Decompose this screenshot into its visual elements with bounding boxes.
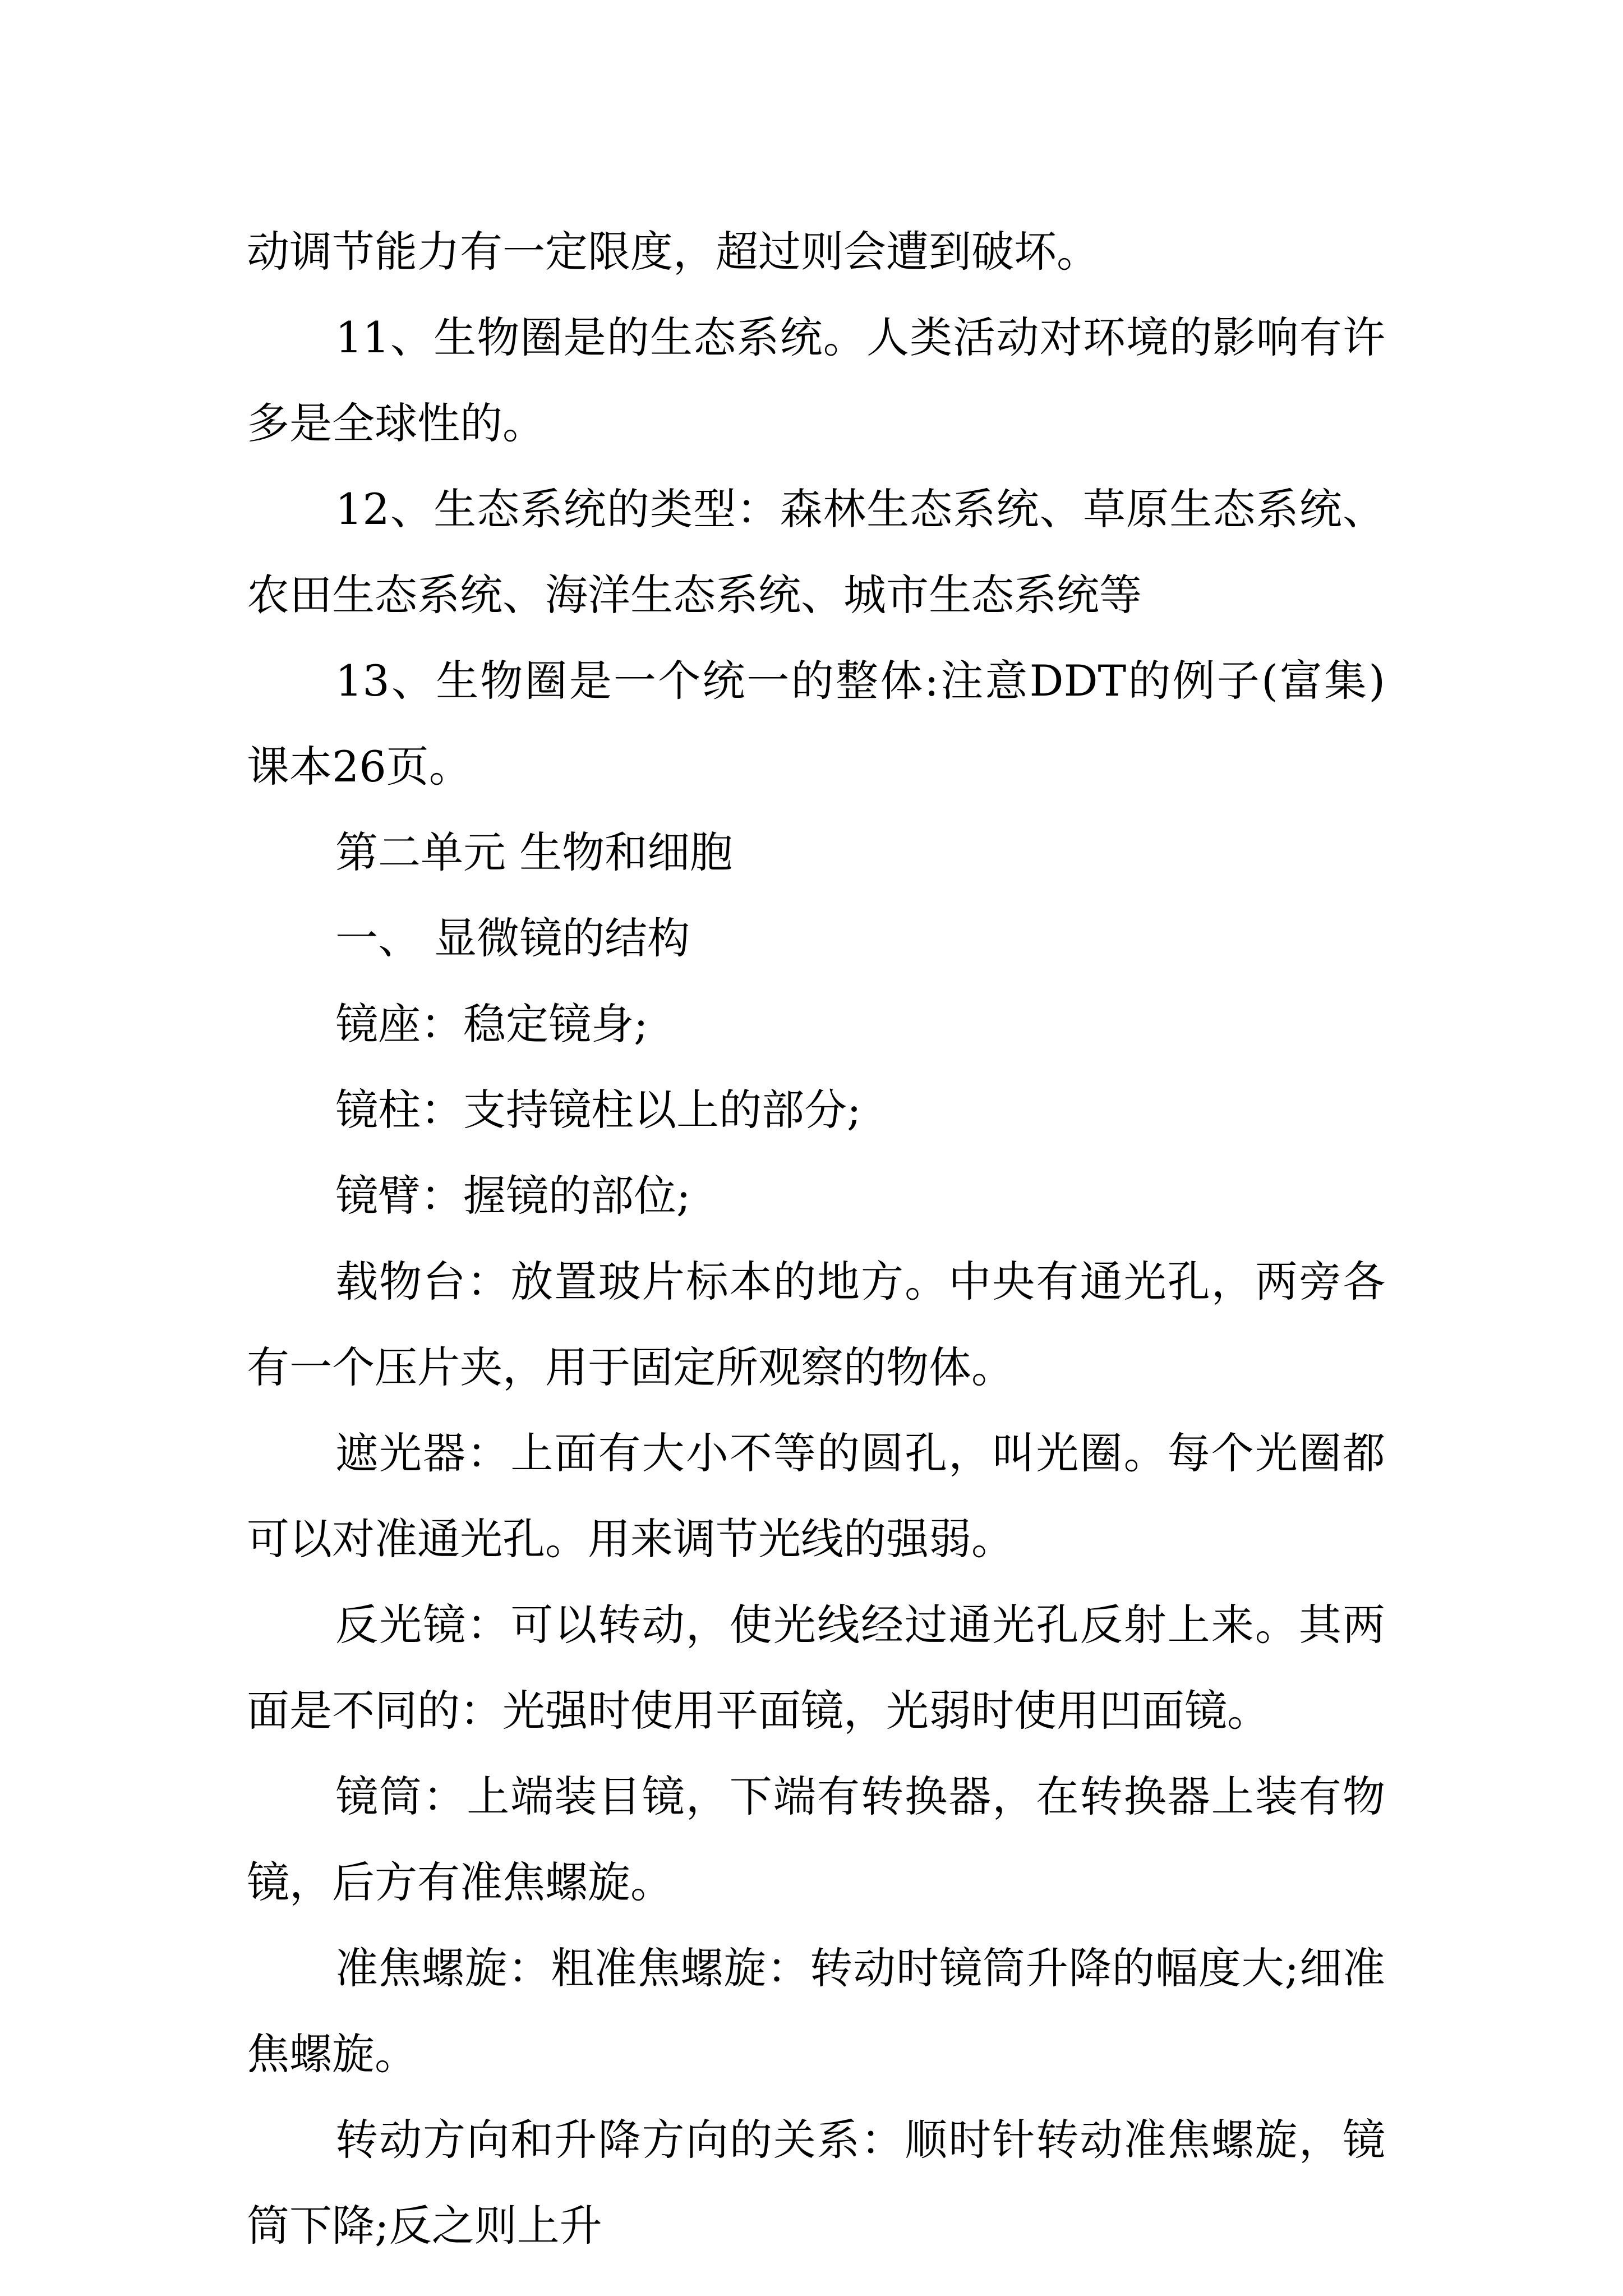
unit-heading: 第二单元 生物和细胞 xyxy=(335,827,733,877)
paragraph-item-13: 13、生物圈是一个统一的整体:注意DDT的例子(富集)课本26页。 xyxy=(247,656,1385,792)
paragraph-item-12: 12、生态系统的类型：森林生态系统、草原生态系统、农田生态系统、海洋生态系统、城市生态系统等 xyxy=(247,484,1385,620)
paragraph-base: 镜座：稳定镜身; xyxy=(335,999,648,1049)
section-heading: 一、 显微镜的结构 xyxy=(335,913,690,963)
paragraph-continuation: 动调节能力有一定限度，超过则会遭到破坏。 xyxy=(247,227,1099,277)
paragraph-focus-knob: 准焦螺旋：粗准焦螺旋：转动时镜筒升降的幅度大;细准焦螺旋。 xyxy=(247,1943,1385,2079)
paragraph-stage: 载物台：放置玻片标本的地方。中央有通光孔，两旁各有一个压片夹，用于固定所观察的物体。 xyxy=(247,1257,1385,1392)
document-body xyxy=(247,209,1385,2269)
paragraph-item-11: 11、生物圈是的生态系统。人类活动对环境的影响有许多是全球性的。 xyxy=(247,312,1385,448)
paragraph-tube: 镜筒：上端装目镜，下端有转换器，在转换器上装有物镜，后方有准焦螺旋。 xyxy=(247,1772,1385,1907)
paragraph-arm: 镜臂：握镜的部位; xyxy=(335,1171,691,1221)
paragraph-pillar: 镜柱：支持镜柱以上的部分; xyxy=(335,1085,861,1135)
paragraph-rotation: 转动方向和升降方向的关系：顺时针转动准焦螺旋，镜筒下降;反之则上升 xyxy=(247,2115,1385,2251)
paragraph-diaphragm: 遮光器：上面有大小不等的圆孔，叫光圈。每个光圈都可以对准通光孔。用来调节光线的强弱。 xyxy=(247,1428,1385,1564)
paragraph-mirror: 反光镜：可以转动，使光线经过通光孔反射上来。其两面是不同的：光强时使用平面镜，光弱时使用凹面镜。 xyxy=(247,1600,1385,1736)
